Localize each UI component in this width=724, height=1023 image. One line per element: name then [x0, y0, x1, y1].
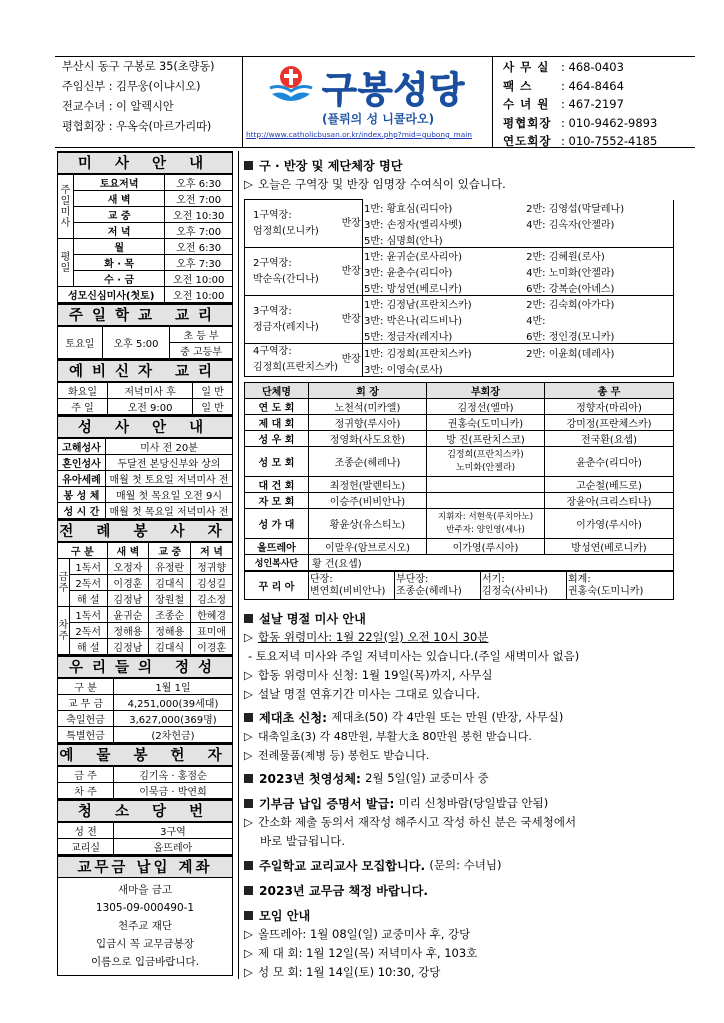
- section-altar-candle: 제대초 신청: 제대초(50) 각 4만원 또는 만원 (반장, 사무실): [244, 707, 674, 727]
- memorial-phone: 연도회장 : 010-7552-4185: [503, 134, 658, 148]
- sunday-label: 주일미사: [58, 175, 74, 239]
- sacrament-title: 성 사 안 내: [57, 415, 233, 438]
- catechumen-table: 화요일 저녁미사 후 일 반 주 일 오전 9:00 일 반: [57, 382, 233, 415]
- sister: 전교수녀 : 이 알렉시안: [62, 100, 174, 113]
- candle-line-2: ▷ 전례물품(제병 등) 봉헌도 받습니다.: [244, 749, 430, 762]
- servers-table: 구 분 새 벽 교 중 저 녁 금주 1독서 오정자 유정란 정귀향 2독서 이경훈 김대식 김성길 해 설 김정남 장원철 김소정 차주 1독서 윤귀순 조종순 한혜경 2독서 정해용 정해용 표미애 해 설 김정남 김대식 이경훈: [57, 542, 233, 655]
- donation-line-2: 바로 발급됩니다.: [260, 834, 346, 848]
- parish-title: 구봉성당: [322, 70, 466, 111]
- account-title: 교무금 납입 계좌: [57, 855, 233, 878]
- council-phone: 평협회장 : 010-9462-9893: [503, 115, 658, 130]
- column-divider: [238, 151, 239, 979]
- offering-table: 구 분 1월 1일 교 무 금 4,251,000(39세대) 축일헌금 3,627,000(369명) 특별헌금 (2차헌금): [57, 678, 233, 743]
- cleaning-table: 성 전 3구역 교리실 올뜨레아: [57, 822, 233, 855]
- section-first-communion: 2023년 첫영성체: 2월 5일(일) 교중미사 중: [244, 768, 674, 788]
- convent-phone: 수 녀 원 : 467-2197: [503, 97, 624, 111]
- leaders-note: ▷ 오늘은 구역장 및 반장 임명장 수여식이 있습니다.: [244, 177, 506, 191]
- school-title: 주일학교 교리: [57, 303, 233, 326]
- meeting-line-2: ▷ 제 대 회: 1월 12일(목) 저녁미사 후, 103호: [244, 946, 478, 960]
- offering-title: 우리들의 정성: [57, 655, 233, 678]
- lunar-line-2: - 토요저녁 미사와 주일 저녁미사는 있습니다.(주일 새벽미사 없음): [248, 649, 580, 663]
- mass-table: 주일미사 토요저녁 오후 6:30 새 벽 오전 7:00 교 중 오전 10:30 저 녁 오후 7:00 평일 월 오전 6:30 화 · 목 오후 7:30 수 · 금 오전 10:00 성모신심미사(첫토) 오전 10:00: [57, 174, 233, 303]
- address: 부산시 동구 구봉로 35(초량동): [62, 60, 215, 73]
- section-donation-receipt: 기부금 납입 증명서 발급: 미리 신청바람(당일발급 안됨): [244, 793, 674, 813]
- section-dues: 2023년 교무금 책정 바랍니다.: [244, 880, 674, 900]
- kkuria-table: 꾸 리 아 단장: 변연희(비비안나) 부단장: 조종순(헤레나) 서기: 김정숙(사비나) 회계: 권홍숙(도미니카): [244, 571, 674, 600]
- pastor: 주임신부 : 김무웅(이냐시오): [62, 80, 201, 93]
- parish-url[interactable]: http://www.catholicbusan.or.kr/index.php?mid=gubong_main: [246, 130, 472, 139]
- school-table: 토요일 오후 5:00 초 등 부 중 고등부: [57, 326, 233, 359]
- left-column: [57, 151, 233, 976]
- section-meetings: 모임 안내: [244, 905, 674, 925]
- cleaning-title: 청 소 당 번: [57, 799, 233, 822]
- gifts-title: 예 물 봉 헌 자: [57, 743, 233, 766]
- orgs-table: 단체명 회 장 부회장 총 무 연 도 회 노천석(미카엘) 김정선(엘마) 정향자(마리아) 제 대 회 정귀향(루시아) 권홍숙(도미니카) 강미정(프란체스카) 성 우 회 정영화(사도요한) 방 진(프란치스코) 전국환(요셉) 성 모 회 조종순(헤레나) 김정희(프란치스카) 노미화(안젤라) 윤춘수(리디아) 대 건 회 최정헌(발렌티노) 고순철(베드로) 자 모 회 이승주(비비안나) 장윤아(크리스티나) 성 가 대 황윤상(유스티노) 지휘자: 서현욱(루치아노) 반주자: 양인영(세나) 이가영(루시아) 올뜨레아 이말우(암브로시오) 이가영(루시아) 방성연(베로니카) 성인복사단 황 건(요셉): [244, 382, 674, 571]
- candle-line-1: ▷ 대축일초(3) 각 48만원, 부활大초 80만원 봉헌 받습니다.: [244, 730, 532, 743]
- church-logo-icon: [268, 64, 314, 108]
- account-box: 새마을 금고 1305-09-000490-1 천주교 재단 입금시 꼭 교무금봉장 이름으로 입금바랍니다.: [57, 878, 233, 976]
- split-line: 지휘자: 서현욱(루치아노): [437, 511, 534, 522]
- split-cell: [427, 509, 545, 539]
- header-divider-right: [492, 57, 493, 147]
- district-table: 1구역장: 엄정희(모니카) 반장 1반: 황효심(리디아) 2반: 김영섭(막달레나) 3반: 손정자(엘리사벳) 4반: 김옥자(안젤라) 5반: 심명희(안나) 2구역장: 박순옥(간디나) 반장 1반: 윤귀순(로사리아) 2반: 김혜원(로사) 3반: 윤춘수(리디아) 4반: 노미화(안젤라) 5반: 방성연(베로니카) 6반: 강복순(아녜스) 3구역장: 정금자(레지나) 반장 1반: 김정남(프란치스카) 2반: 김숙희(아가다) 3반: 박은나(리드비나) 4반: 5반: 정금자(레지나) 6반: 정인경(모니카) 4구역장: 김정희(프란치스카) 반장 1반: 김정희(프란치스카) 2반: 이윤희(데레사) 3반: 이영숙(로사): [244, 199, 674, 377]
- section-lunar-new-year: 설날 명절 미사 안내: [244, 608, 674, 628]
- header-divider-left: [242, 57, 243, 147]
- fax: 팩 스 : 464-8464: [503, 78, 624, 93]
- lunar-line-4: ▷ 설날 명절 연휴기간 미사는 그대로 있습니다.: [244, 687, 480, 701]
- header-left: [62, 57, 215, 137]
- weekday-label: 평일: [58, 239, 74, 287]
- header-right: [503, 58, 657, 151]
- mass-title: 미 사 안 내: [57, 151, 233, 174]
- split-line: 김정희(프란치스카): [447, 449, 524, 460]
- gifts-table: 금 주 김기옥 · 홍점순 차 주 이묵금 · 박연희: [57, 766, 233, 799]
- meeting-line-1: ▷ 올뜨레아: 1월 08일(일) 교중미사 후, 강당: [244, 927, 471, 941]
- catechumen-title: 예비신자 교리: [57, 359, 233, 382]
- sacrament-table: 고해성사 미사 전 20분 혼인성사 두달전 본당신부와 상의 유아세례 매월 첫 토요일 저녁미사 전 봉 성 체 매월 첫 목요일 오전 9시 성 시 간 매월 첫 목요일 저녁미사 전: [57, 438, 233, 519]
- section-teacher-recruit: 주일학교 교리교사 모집합니다. (문의: 수녀님): [244, 855, 674, 875]
- right-column: [244, 155, 674, 982]
- lunar-line-3: ▷ 합동 위령미사 신청: 1월 19일(목)까지, 사무실: [244, 668, 493, 682]
- parish-subtitle: (플뤼의 성 니콜라오): [322, 112, 435, 126]
- council-head: 평협회장 : 우옥숙(마르가리따): [62, 120, 212, 133]
- office-phone: 사 무 실 : 468-0403: [503, 60, 624, 74]
- split-line: 노미화(안젤라): [455, 462, 516, 473]
- split-cell: [427, 447, 545, 477]
- lunar-line-1: ▷ 합동 위령미사: 1월 22일(일) 오전 10시 30분: [244, 630, 489, 644]
- servers-title: 전 례 봉 사 자: [57, 519, 233, 542]
- split-line: 반주자: 양인영(세나): [446, 524, 525, 535]
- donation-line-1: ▷ 간소화 제출 동의서 재작성 해주시고 작성 하신 분은 국세청에서: [244, 815, 577, 829]
- meeting-line-3: ▷ 성 모 회: 1월 14일(토) 10:30, 강당: [244, 965, 441, 979]
- section-leaders: 구 · 반장 및 제단체장 명단: [244, 155, 674, 175]
